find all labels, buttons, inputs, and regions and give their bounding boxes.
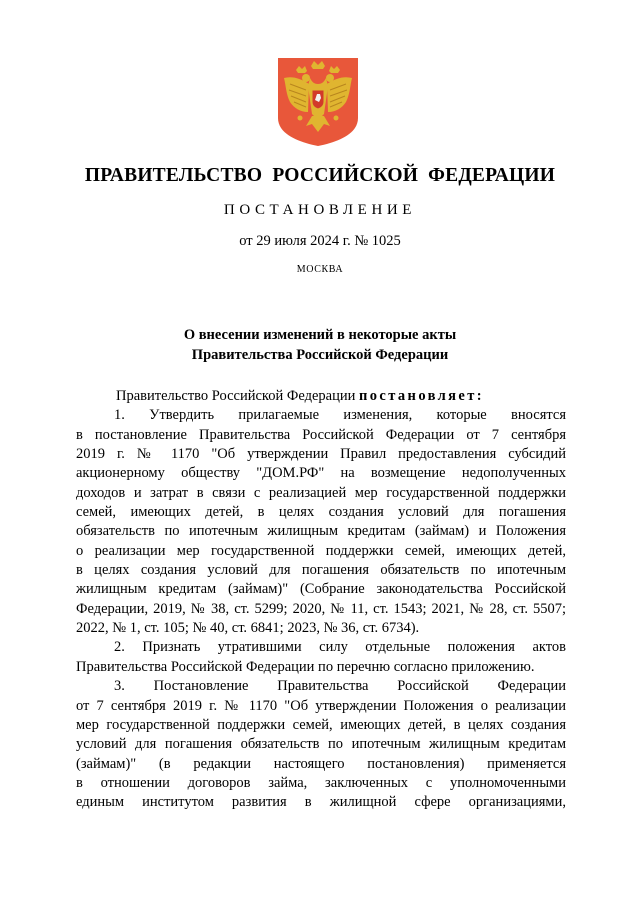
body-text-line: обязательств по ипотечным жилищным кредитам (займам) и Положения	[76, 523, 566, 540]
intro-paragraph	[76, 387, 566, 406]
body-text-line: 1. Утвердить прилагаемые изменения, которые вносятся	[114, 407, 566, 424]
body-text-line: 3. Постановление Правительства Российской Федерации	[114, 678, 566, 695]
body-text-line: в отношении договоров займа, заключенных с уполномоченными	[76, 774, 566, 791]
body-text-line: 2019 г. № 1170 "Об утверждении Правил предоставления субсидий	[76, 446, 566, 463]
body-text-line: Правительства Российской Федерации по перечню согласно приложению.	[76, 658, 535, 675]
body-text-line: доходов и затрат в связи с реализацией мер государственной поддержки	[76, 484, 566, 501]
body-text-line: в постановление Правительства Российской Федерации от 7 сентября	[76, 426, 566, 443]
document-body	[76, 387, 566, 813]
body-text-line: условий для погашения обязательств по ипотечным жилищным кредитам	[76, 736, 566, 753]
body-text-line: мер государственной поддержки семей, имеющих детей, в целях создания	[76, 716, 566, 733]
body-paragraphs	[76, 406, 566, 812]
coat-of-arms-icon	[276, 56, 360, 148]
body-text-line: (займам)" (в редакции настоящего постановления) применяется	[76, 755, 566, 772]
body-text-line: акционерному обществу "ДОМ.РФ" на возмещение недополученных	[76, 465, 566, 482]
body-text-line: от 7 сентября 2019 г. № 1170 "Об утверждении Положения о реализации	[76, 697, 566, 714]
document-type: ПОСТАНОВЛЕНИЕ	[223, 202, 417, 218]
body-text-line: единым институтом развития в жилищной сфере организациями,	[76, 794, 566, 811]
document-title-line: О внесении изменений в некоторые акты	[183, 327, 457, 343]
body-text-line: 2. Признать утратившими силу отдельные положения актов	[114, 639, 566, 656]
body-text-line: в целях создания условий для погашения обязательств по ипотечным	[76, 562, 566, 579]
document-title-line: Правительства Российской Федерации	[191, 347, 449, 363]
intro-verb: постановляет:	[358, 388, 485, 404]
intro-prefix: Правительство Российской Федерации	[116, 388, 359, 404]
body-text-line: о реализации мер государственной поддержки семей, имеющих детей,	[76, 542, 566, 559]
document-title	[0, 325, 640, 365]
body-text-line: жилищным кредитам (займам)" (Собрание законодательства Российской	[76, 581, 566, 598]
body-text-line: семей, имеющих детей, в целях создания условий для погашения	[76, 504, 566, 521]
document-city: МОСКВА	[296, 264, 344, 275]
body-text-line: Федерации, 2019, № 38, ст. 5299; 2020, № 11, ст. 1543; 2021, № 28, ст. 5507;	[76, 600, 566, 617]
body-text-line: 2022, № 1, ст. 105; № 40, ст. 6841; 2023, № 36, ст. 6734).	[76, 620, 420, 637]
document-date-number: от 29 июля 2024 г. № 1025	[239, 233, 401, 249]
government-name: ПРАВИТЕЛЬСТВО РОССИЙСКОЙ ФЕДЕРАЦИИ	[84, 165, 556, 186]
